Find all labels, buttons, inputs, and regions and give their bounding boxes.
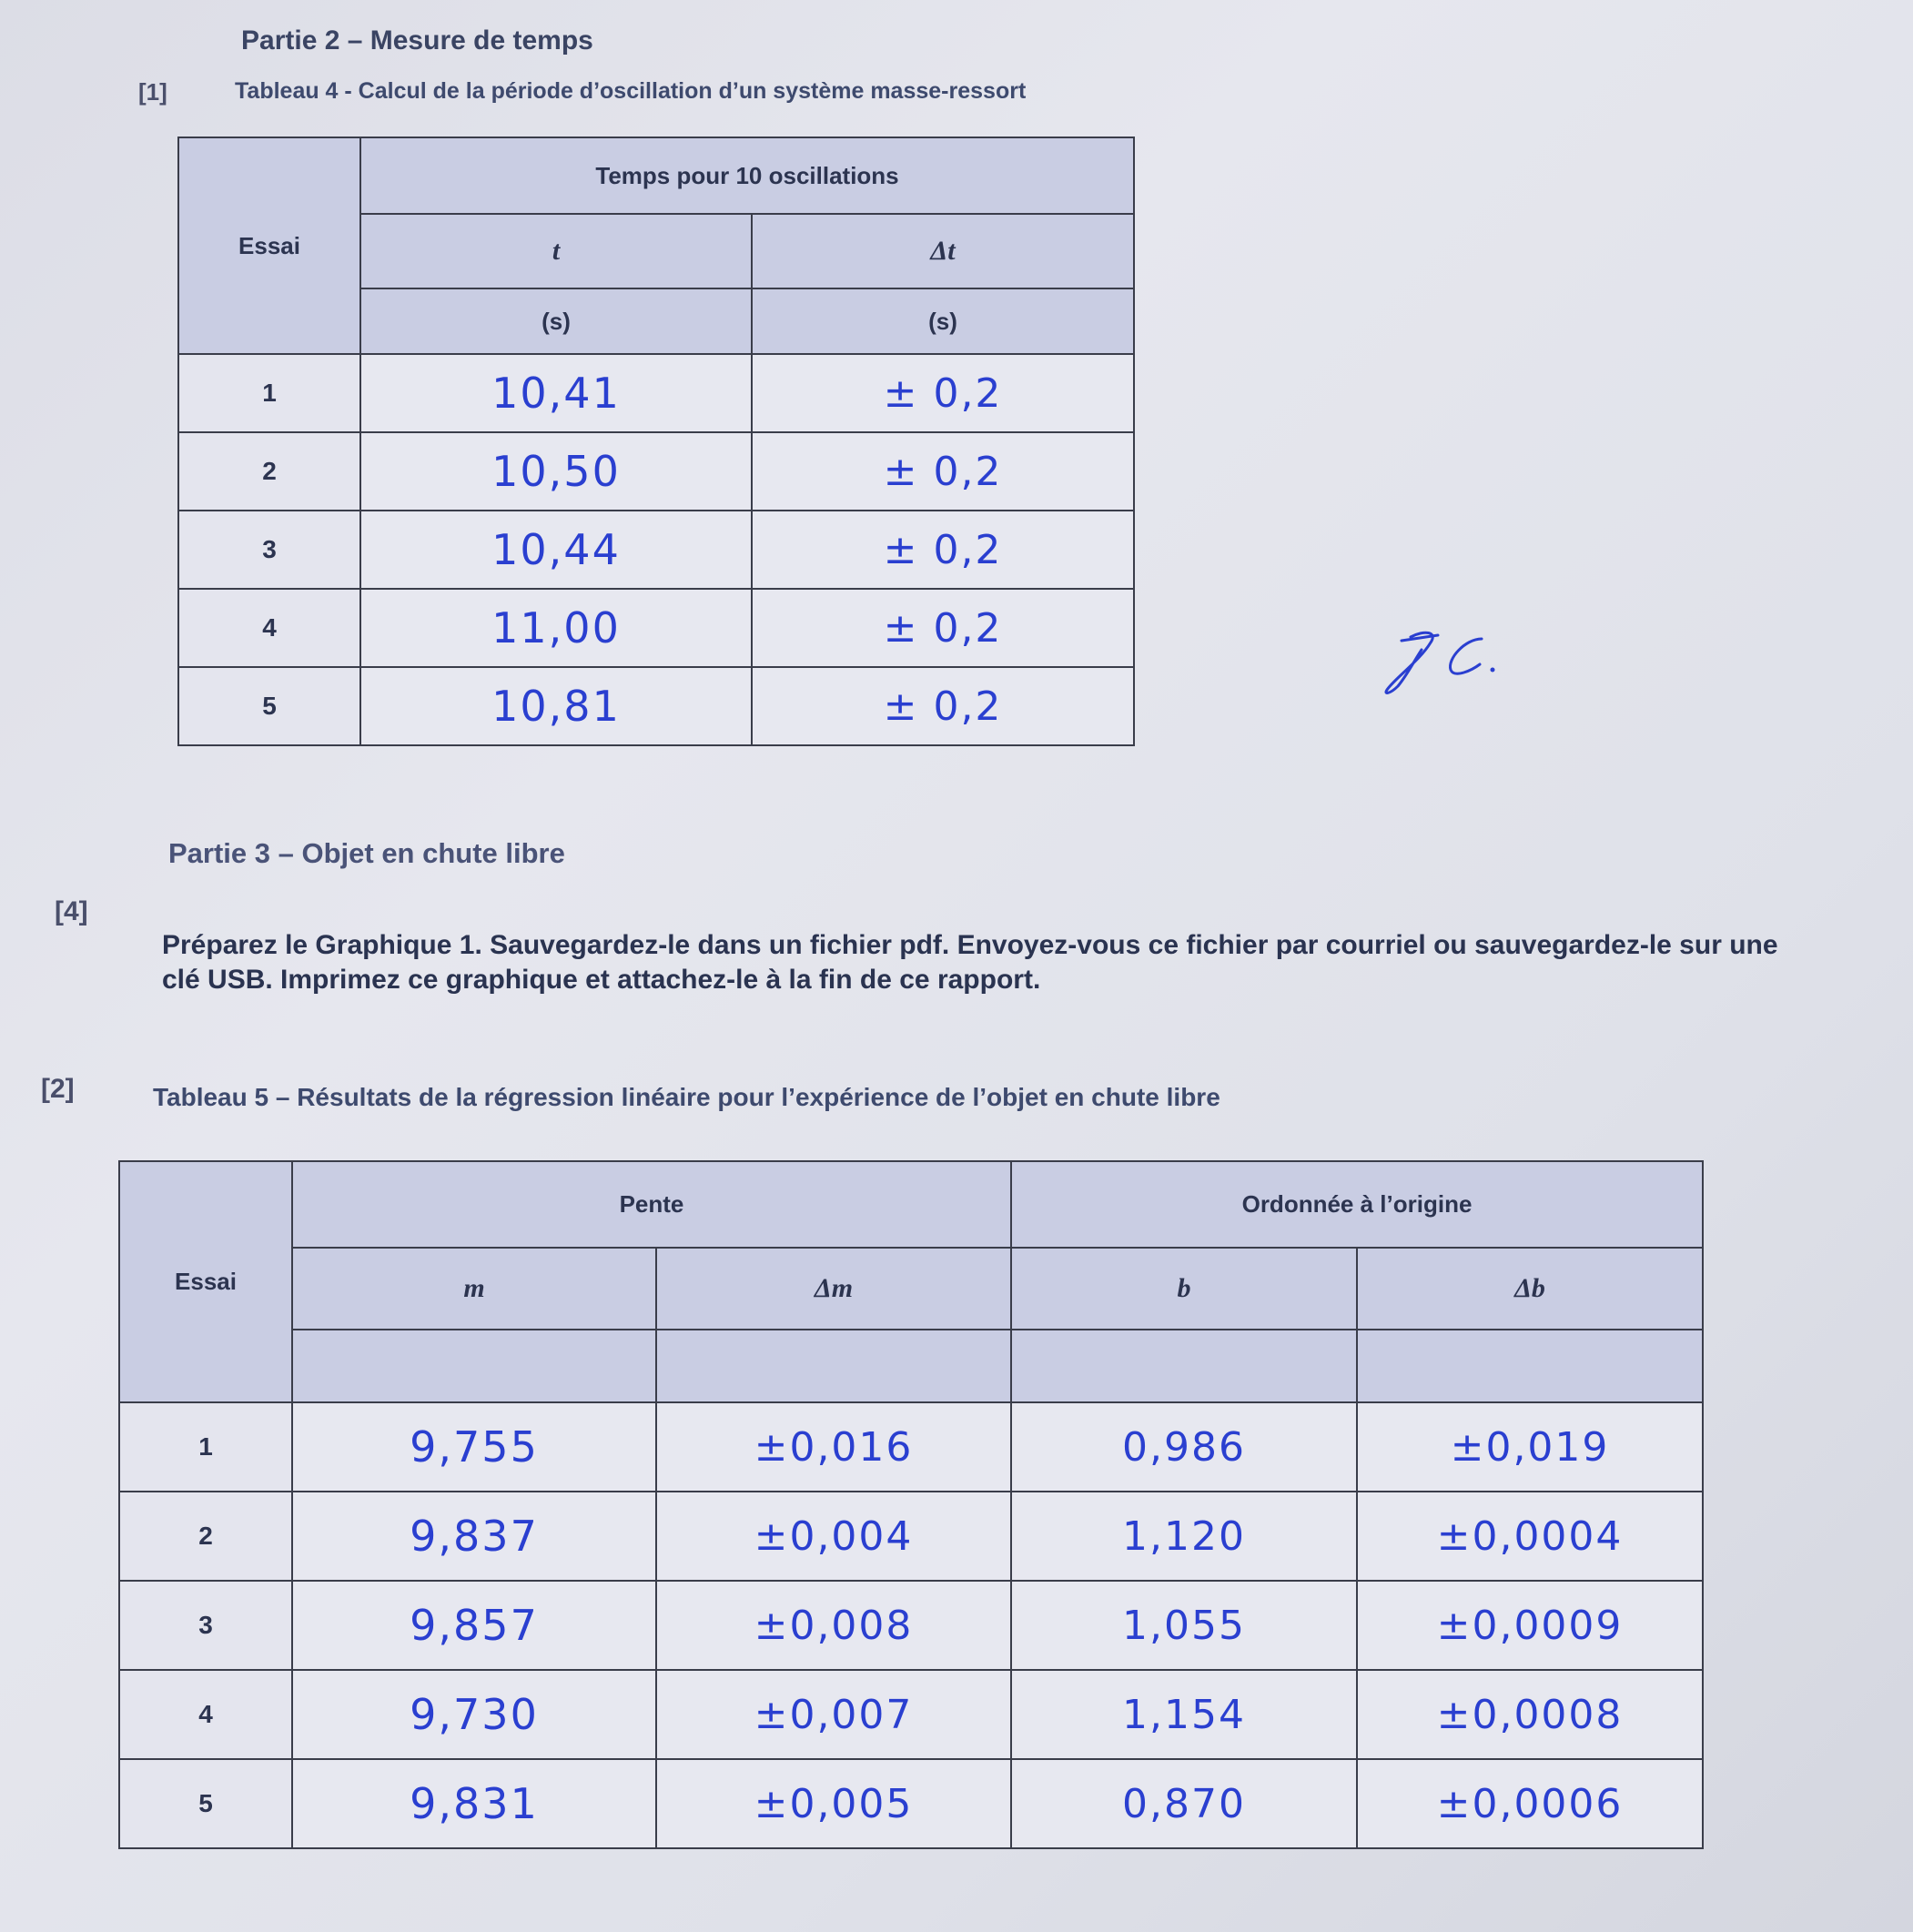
b-symbol: b: [1177, 1273, 1191, 1303]
dt-value: ± 0,2: [752, 667, 1134, 745]
dt-value: ± 0,2: [752, 589, 1134, 667]
table-row: [178, 511, 1134, 589]
essai-cell: 5: [178, 667, 360, 745]
part3-graph-marks: [4]: [55, 896, 88, 926]
essai-cell: 1: [119, 1402, 292, 1492]
table5-empty-cell: [656, 1330, 1011, 1402]
table5-header-dm: [656, 1248, 1011, 1330]
db-value: ±0,0004: [1357, 1492, 1703, 1581]
db-symbol: Δb: [1514, 1273, 1545, 1303]
table-row: [178, 589, 1134, 667]
table4-header-essai: Essai: [178, 137, 360, 354]
m-value: 9,837: [292, 1492, 656, 1581]
essai-cell: 4: [119, 1670, 292, 1759]
table4: [177, 137, 1135, 746]
b-value: 0,870: [1011, 1759, 1357, 1848]
t-value: 10,41: [360, 354, 752, 432]
table-row: [119, 1759, 1703, 1848]
dt-value: ± 0,2: [752, 354, 1134, 432]
b-value: 1,120: [1011, 1492, 1357, 1581]
t-symbol: t: [552, 236, 561, 266]
b-value: 1,154: [1011, 1670, 1357, 1759]
table4-header-t-unit: (s): [360, 288, 752, 354]
table5-header-m: [292, 1248, 656, 1330]
dt-value: ± 0,2: [752, 432, 1134, 511]
table4-caption: Tableau 4 - Calcul de la période d’oscillation d’un système masse-ressort: [235, 78, 1027, 104]
m-value: 9,831: [292, 1759, 656, 1848]
table5-empty-cell: [1011, 1330, 1357, 1402]
table-row: [119, 1402, 1703, 1492]
essai-cell: 2: [178, 432, 360, 511]
table4-header-t: [360, 214, 752, 288]
m-value: 9,857: [292, 1581, 656, 1670]
db-value: ±0,0006: [1357, 1759, 1703, 1848]
essai-cell: 4: [178, 589, 360, 667]
t-value: 10,81: [360, 667, 752, 745]
table-row: [119, 1670, 1703, 1759]
dm-value: ±0,008: [656, 1581, 1011, 1670]
graph-instructions: Préparez le Graphique 1. Sauvegardez-le dans un fichier pdf. Envoyez-vous ce fichier par courriel ou sauvegardez-le sur une clé USB. Imprimez ce graphique et attachez-le à la fin de ce rapport.: [162, 930, 1778, 995]
table5-header-db: [1357, 1248, 1703, 1330]
table-row: [119, 1492, 1703, 1581]
table5-header-pente: Pente: [292, 1161, 1011, 1248]
table-row: [178, 354, 1134, 432]
t-value: 10,50: [360, 432, 752, 511]
b-value: 1,055: [1011, 1581, 1357, 1670]
table5-caption: Tableau 5 – Résultats de la régression linéaire pour l’expérience de l’objet en chute libre: [153, 1083, 1220, 1111]
t-value: 11,00: [360, 589, 752, 667]
table5-empty-cell: [292, 1330, 656, 1402]
m-value: 9,730: [292, 1670, 656, 1759]
essai-cell: 5: [119, 1759, 292, 1848]
part2-title: Partie 2 – Mesure de temps: [241, 25, 593, 56]
table5-header-ordonnee: Ordonnée à l’origine: [1011, 1161, 1703, 1248]
table5-header-b: [1011, 1248, 1357, 1330]
table5-empty-cell: [1357, 1330, 1703, 1402]
dt-symbol: Δt: [930, 236, 956, 266]
dt-value: ± 0,2: [752, 511, 1134, 589]
dm-value: ±0,016: [656, 1402, 1011, 1492]
table4-header-dt: [752, 214, 1134, 288]
m-symbol: m: [463, 1273, 485, 1303]
t-value: 10,44: [360, 511, 752, 589]
table5: [118, 1160, 1704, 1849]
essai-cell: 3: [178, 511, 360, 589]
table-row: [119, 1581, 1703, 1670]
b-value: 0,986: [1011, 1402, 1357, 1492]
essai-cell: 3: [119, 1581, 292, 1670]
dm-value: ±0,004: [656, 1492, 1011, 1581]
dm-value: ±0,007: [656, 1670, 1011, 1759]
table4-header-group: Temps pour 10 oscillations: [360, 137, 1134, 214]
table-row: [178, 432, 1134, 511]
dm-value: ±0,005: [656, 1759, 1011, 1848]
table4-header-dt-unit: (s): [752, 288, 1134, 354]
part3-title: Partie 3 – Objet en chute libre: [168, 837, 565, 869]
dm-symbol: Δm: [814, 1273, 854, 1303]
essai-cell: 2: [119, 1492, 292, 1581]
db-value: ±0,019: [1357, 1402, 1703, 1492]
table-row: [178, 667, 1134, 745]
part2-marks: [1]: [138, 78, 167, 106]
essai-cell: 1: [178, 354, 360, 432]
table5-header-essai: Essai: [119, 1161, 292, 1402]
part3-table-marks: [2]: [41, 1074, 75, 1104]
db-value: ±0,0008: [1357, 1670, 1703, 1759]
m-value: 9,755: [292, 1402, 656, 1492]
handwritten-initials: [1374, 619, 1520, 710]
db-value: ±0,0009: [1357, 1581, 1703, 1670]
